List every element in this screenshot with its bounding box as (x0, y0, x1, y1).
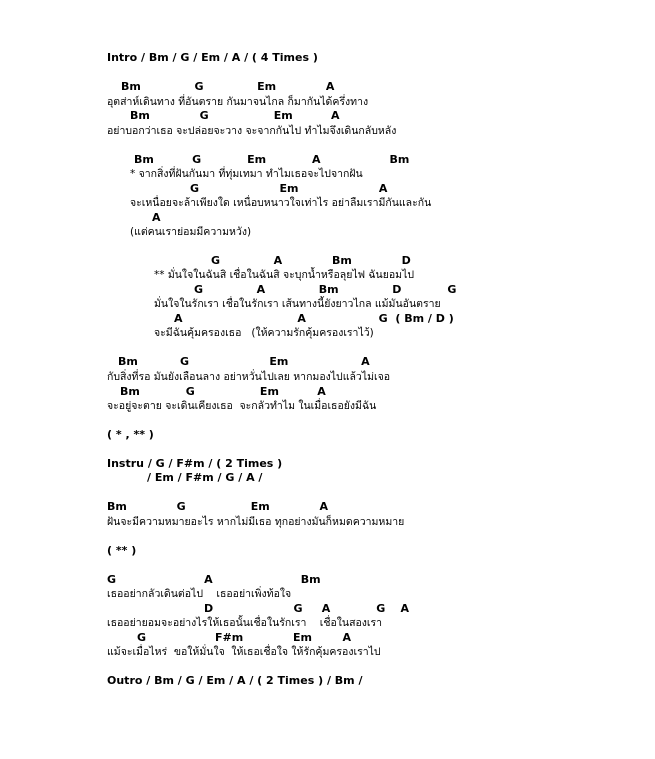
repeat-marker: ( * , ** ) (107, 428, 154, 441)
lyric-line: จะมีฉันคุ้มครองเธอ (ให้ความรักคุ้มครองเราไว้) (154, 327, 374, 339)
lyric-line: จะเหนื่อยจะล้าเพียงใด เหนื่อบหนาวใจเท่าไร อย่าลืมเรามีกันและกัน (130, 197, 432, 209)
chord-line: G A Bm D (211, 254, 411, 267)
chord-line: G F#m Em A (137, 631, 352, 644)
chord-line: A (152, 211, 161, 224)
chord-line: Bm G Em A Bm (134, 153, 410, 166)
instrumental-line: Instru / G / F#m / ( 2 Times ) (107, 457, 283, 470)
lyric-line: เธออย่ากลัวเดินต่อไป เธออย่าเพิ่งท้อใจ (107, 588, 292, 600)
lyric-line: * จากสิ่งที่ฝันกันมา ที่ทุ่มเทมา ทำไมเธอจะไปจากฝัน (130, 168, 363, 180)
instrumental-line: / Em / F#m / G / A / (147, 471, 263, 484)
chord-line: G A Bm (107, 573, 321, 586)
lyric-line: เธออย่ายอมจะอย่างไรให้เธอนั้นเชื่อในรักเรา เชื่อในสองเรา (107, 617, 383, 629)
chord-line: G Em A (190, 182, 388, 195)
chord-line: A A G ( Bm / D ) (174, 312, 454, 325)
chord-line: Bm G Em A (120, 385, 326, 398)
lyric-line: จะอยู่จะตาย จะเดินเคียงเธอ จะกลัวทำไม ในเมื่อเธอยังมีฉัน (107, 400, 377, 412)
lyric-line: อย่าบอกว่าเธอ จะปล่อยจะวาง จะจากกันไป ทำไมจึงเดินกลับหลัง (107, 125, 397, 137)
chord-line: Bm G Em A (130, 109, 340, 122)
intro-line: Intro / Bm / G / Em / A / ( 4 Times ) (107, 51, 318, 64)
chord-line: G A Bm D G (194, 283, 457, 296)
chord-line: D G A G A (204, 602, 410, 615)
chord-line: Bm G Em A (121, 80, 335, 93)
lyric-line: (แต่คนเราย่อมมีความหวัง) (130, 226, 252, 238)
chord-line: Bm G Em A (118, 355, 370, 368)
lyric-line: กับสิ่งที่รอ มันยังเลือนลาง อย่าหวั่นไปเลย หากมองไปแล้วไม่เจอ (107, 371, 391, 383)
outro-line: Outro / Bm / G / Em / A / ( 2 Times ) / Bm / (107, 674, 363, 687)
repeat-marker: ( ** ) (107, 544, 137, 557)
lyric-line: มั่นใจในรักเรา เชื่อในรักเรา เส้นทางนี้ยังยาวไกล แม้มันอันตราย (154, 298, 441, 310)
chord-line: Bm G Em A (107, 500, 329, 513)
lyric-line: แม้จะเมื่อไหร่ ขอให้มั่นใจ ให้เธอเชื่อใจ ให้รักคุ้มครองเราไป (107, 646, 381, 658)
lyric-line: อุตส่าห์เดินทาง ที่อันตราย กันมาจนไกล ก็มากันได้ครึ่งทาง (107, 96, 369, 108)
lyric-line: ฝันจะมีความหมายอะไร หากไม่มีเธอ ทุกอย่างมันก็หมดความหมาย (107, 516, 405, 528)
lyric-line: ** มั่นใจในฉันสิ เชื่อในฉันสิ จะบุกน้ำหรือลุยไฟ ฉันยอมไป (154, 269, 415, 281)
